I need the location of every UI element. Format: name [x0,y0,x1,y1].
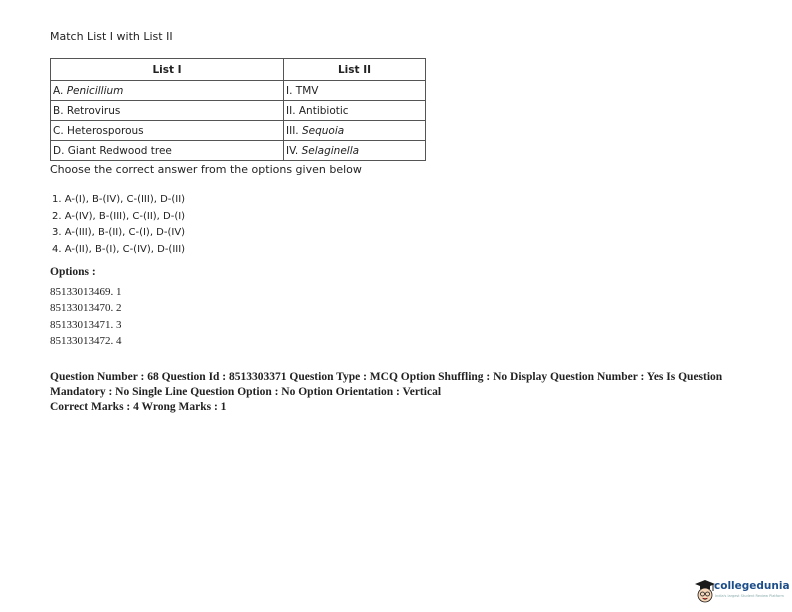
option-code-item: 85133013470. 2 [50,302,122,315]
list-1-cell: A. Penicillium [51,81,284,101]
table-row [51,141,426,161]
logo-wordmark: collegedunia [714,580,790,592]
list-2-cell: I. TMV [284,81,426,101]
choice-item: 1. A-(I), B-(IV), C-(III), D-(II) [52,194,186,205]
list-1-cell: D. Giant Redwood tree [51,141,284,161]
table-row [51,101,426,121]
list-1-header: List I [51,59,284,81]
answer-prompt: Choose the correct answer from the options given below [50,163,362,176]
table-row [51,81,426,101]
choice-item: 2. A-(IV), B-(III), C-(II), D-(I) [52,210,186,222]
choice-item: 3. A-(III), B-(II), C-(I), D-(IV) [52,227,186,239]
list-2-cell: II. Antibiotic [284,101,426,121]
choice-item: 4. A-(II), B-(I), C-(IV), D-(III) [52,243,186,255]
answer-choices [52,192,185,258]
options-label: Options : [50,266,96,278]
option-code-item: 85133013471. 3 [50,318,122,331]
list-2-header: List II [284,59,426,81]
logo-tagline: India's largest Student Review Platform [715,594,784,598]
question-heading: Match List I with List II [50,30,173,43]
table-row [51,121,426,141]
collegedunia-logo [694,578,790,606]
option-codes [50,284,122,350]
list-2-cell: IV. Selaginella [284,141,426,161]
list-1-cell: C. Heterosporous [51,121,284,141]
question-metadata [50,370,730,415]
list-2-cell: III. Sequoia [284,121,426,141]
list-1-cell: B. Retrovirus [51,101,284,121]
marks-line: Correct Marks : 4 Wrong Marks : 1 [50,401,227,413]
option-code-item: 85133013472. 4 [50,335,122,348]
table-header-row [51,59,426,81]
match-table [50,58,426,161]
mascot-logo-icon [694,578,716,604]
option-code-item: 85133013469. 1 [50,286,122,298]
question-meta-line: Question Number : 68 Question Id : 8513303371 Question Type : MCQ Option Shuffling : No Display Question Number : Yes Is Question Mandatory : No Single Line Question Option : No Option Orientation : Vertical [50,371,723,398]
